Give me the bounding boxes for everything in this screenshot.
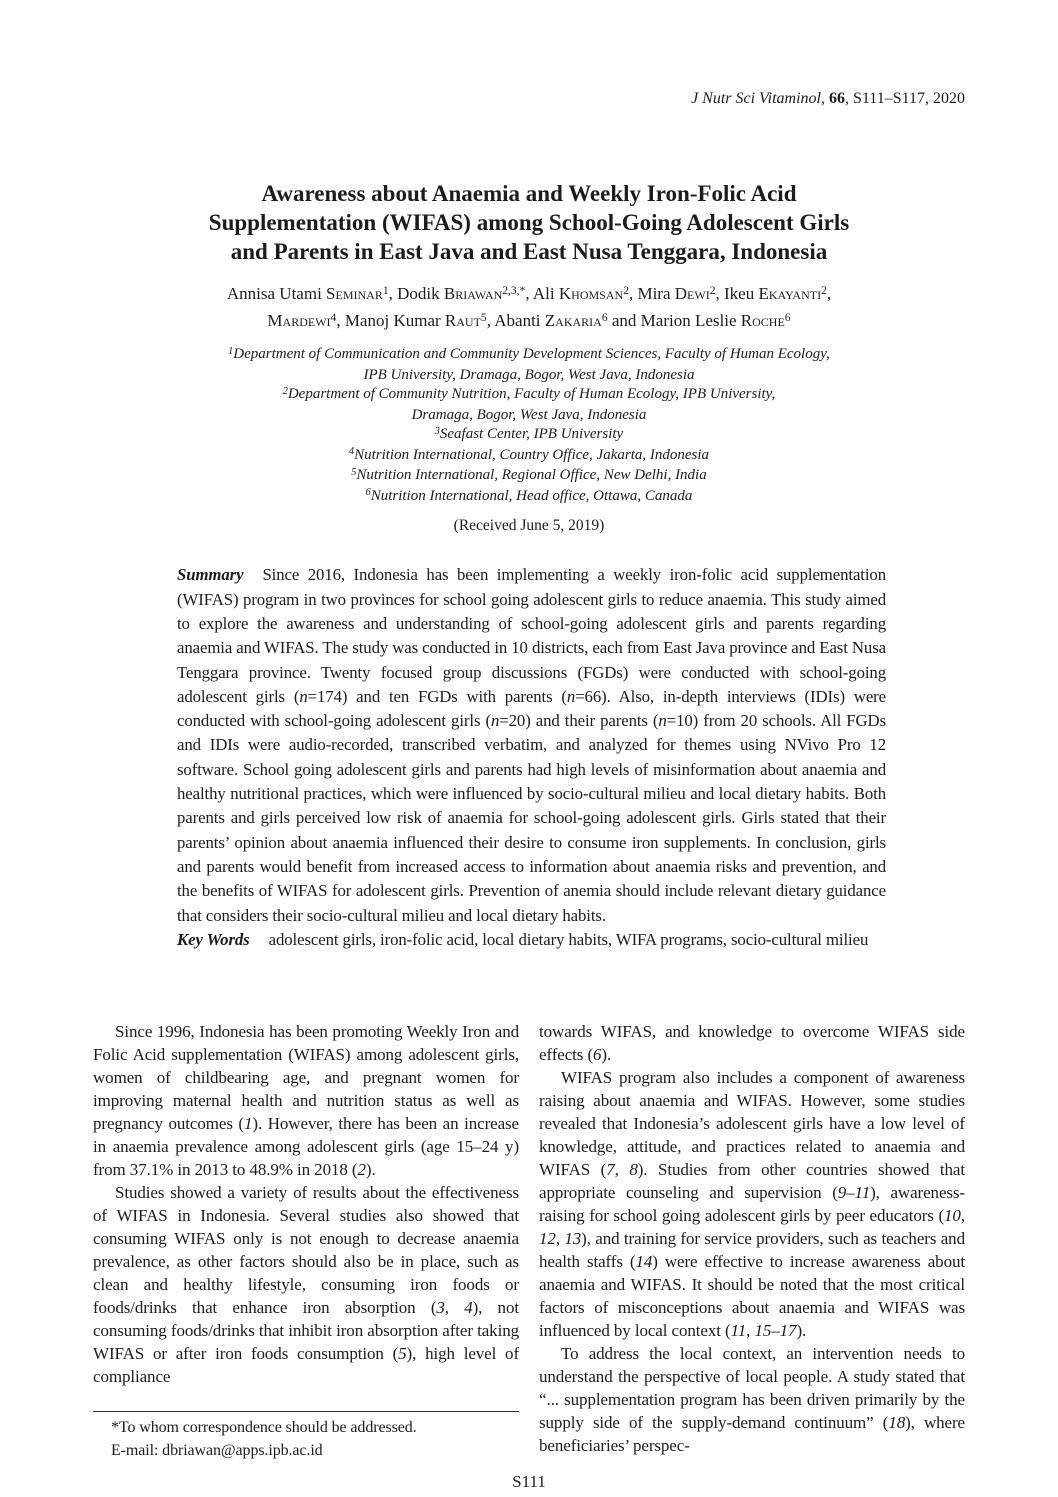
page-number: S111 [512,1472,546,1492]
text-segment: 4 [330,311,337,325]
text-segment: ). Studies from other countries showed that appropriate counseling and supervision ( [539,1160,965,1203]
text-segment: 6 [365,487,371,499]
text-segment: Nutrition International, Regional Office, New Delhi, India [356,467,707,484]
text-segment: towards WIFAS, and knowledge to overcome WIFAS side effects ( [539,1022,965,1065]
text-segment: Key Words [177,929,250,949]
text-segment: ), not consuming foods/drinks that inhibit iron absorption after taking WIFAS or after iron foods consumption ( [93,1298,519,1364]
text-segment: n [566,686,576,706]
text-segment: 6 [784,311,791,325]
text-segment: =174) and ten FGDs with parents ( [307,686,567,706]
text-segment: 10 [944,1206,961,1226]
text-segment: Dewi [674,284,710,304]
received-date: (Received June 5, 2019) [453,517,605,535]
text-segment: 9–11 [837,1183,871,1203]
text-segment: 1 [382,284,389,298]
affiliations [93,345,965,507]
text-segment: 11 [730,1321,747,1341]
text-segment: , [614,1160,630,1180]
text-segment: Nutrition International, Head office, Ottawa, Canada [370,487,693,504]
text-segment: ), and training for service providers, such as teachers and health staffs ( [539,1229,965,1272]
text-segment: Department of Communication and Community Development Sciences, Faculty of Human Ecology, [233,346,830,363]
text-segment: ). [796,1321,807,1341]
title-line-2: Supplementation (WIFAS) among School-Going Adolescent Girls [208,210,850,235]
text-segment: 66 [828,90,845,107]
text-segment: and Marion Leslie [607,311,741,331]
text-segment: Summary [177,565,244,585]
text-segment: adolescent girls, iron-folic acid, local dietary habits, WIFA programs, socio-cultural milieu [268,929,869,949]
body-paragraph [93,1181,519,1388]
left-column [93,1020,519,1466]
body-columns [93,1020,965,1466]
text-segment: 3 [436,1298,445,1318]
correspondence-footnote [93,1411,519,1462]
text-segment: , [746,1321,755,1341]
affiliation-line [93,366,965,386]
text-segment: Ekayanti [758,284,822,304]
text-segment: 5 [351,466,357,478]
text-segment: , Manoj Kumar [336,311,445,331]
text-segment: 6 [593,1045,602,1065]
affiliation-line [93,406,965,426]
text-segment: Mardewi [267,311,331,331]
text-segment: 1 [244,1114,253,1134]
text-segment: Since 1996, Indonesia has been promoting Weekly Iron and Folic Acid supplementation (WIFAS) among adolescent girls, women of childbearing age, and pregnant women for improving maternal health and nutrition status as well as pregnancy outcomes ( [93,1022,519,1134]
authors-line-2 [93,308,965,335]
body-paragraph [539,1020,965,1066]
right-column [539,1020,965,1466]
text-segment: 2 [623,284,629,298]
text-segment: =20) and their parents ( [499,711,659,731]
text-segment: Raut [444,311,481,331]
affiliation-line [93,446,965,467]
text-segment: , Abanti [486,311,545,331]
text-segment: =66). Also, in-depth interviews (IDIs) were conducted with school-going adolescent girls ( [177,686,886,731]
text-segment: , Dodik [388,284,444,304]
text-segment: , [826,284,832,304]
text-segment: =10) from 20 schools. All FGDs and IDIs were audio-recorded, transcribed verbatim, and analyzed for themes using NVivo Pro 12 software. School going adolescent girls and parents had high levels of misinformation about anaemia and healthy nutritional practices, which were influenced by socio-cultural milieu and local dietary habits. Both parents and girls perceived low risk of anaemia for school-going adolescent girls. Girls stated that their parents’ opinion about anaemia influenced their desire to consume iron supplements. In conclusion, girls and parents would benefit from increased access to information about anaemia risks and prevention, and the benefits of WIFAS for adolescent girls. Prevention of anemia should include relevant dietary guidance that considers their socio-cultural milieu and local dietary habits. [177,711,886,925]
text-segment: ) were effective to increase awareness about anaemia and WIFAS. It should be noted that the most critical factors of misconceptions about anaemia and WIFAS was influenced by local context ( [539,1252,965,1341]
text-segment: 7 [606,1160,615,1180]
text-segment: ), high level of compliance [93,1344,520,1387]
affiliation-line [93,466,965,487]
text-segment: 4 [348,446,355,458]
text-segment: 18 [888,1413,906,1433]
author-list [93,281,965,335]
text-segment: Nutrition International, Country Office, Jakarta, Indonesia [354,446,710,463]
text-segment: , S111–S117, 2020 [844,90,965,107]
title-line-1: Awareness about Anaemia and Weekly Iron-Folic Acid [261,181,797,206]
text-segment: ), where beneficiaries’ perspec- [539,1413,966,1456]
text-segment: Roche [740,311,785,331]
text-segment: Department of Community Nutrition, Faculty of Human Ecology, IPB University, [287,386,776,403]
text-segment: n [658,711,667,731]
body-paragraph [539,1342,965,1457]
text-segment: J Nutr Sci Vitaminol [691,90,821,107]
text-segment: 13 [564,1229,582,1249]
summary-paragraph [177,563,886,927]
affiliation-line [93,385,965,406]
text-segment: WIFAS program also includes a component of awareness raising about anaemia and WIFAS. However, some studies revealed that Indonesia’s adolescent girls have a low level of knowledge, attitude, and practices related to anaemia and WIFAS ( [539,1068,965,1180]
text-segment: 8 [629,1160,638,1180]
abstract [177,563,886,976]
text-segment: Briawan [443,284,503,304]
text-segment: , Ali [525,284,559,304]
text-segment: 3 [434,425,440,437]
text-segment: , Ikeu [715,284,759,304]
text-segment: 2 [357,1160,366,1180]
text-segment: ). [601,1045,612,1065]
journal-header [93,88,965,109]
affiliation-line [93,425,965,446]
text-segment: Dramaga, Bogor, West Java, Indonesia [411,406,647,423]
text-segment: Studies showed a variety of results about the effectiveness of WIFAS in Indonesia. Several studies also showed that consuming WIFAS only is not enough to decrease anaemia prevalence, as other factors should also be in place, such as clean and healthy lifestyle, consuming iron foods or foods/drinks that enhance iron absorption ( [93,1183,519,1318]
text-segment: 1 [228,345,234,357]
title-line-3: and Parents in East Java and East Nusa Tenggara, Indonesia [230,239,828,264]
text-segment: Khomsan [558,284,624,304]
footnote-rule [93,1411,519,1412]
text-segment: 5 [398,1344,407,1364]
text-segment: , [444,1298,465,1318]
text-segment: , Mira [628,284,675,304]
affiliation-line [93,345,965,366]
text-segment: Annisa Utami [226,284,327,304]
text-segment: 2 [282,385,288,397]
paper-title [93,179,965,266]
text-segment: n [490,711,500,731]
text-segment: 2 [821,284,827,298]
body-paragraph [93,1020,519,1181]
affiliation-line [93,487,965,508]
footnote-email-line: E-mail: dbriawan@apps.ipb.ac.id [111,1441,323,1459]
text-segment: 14 [635,1252,653,1272]
text-segment: To address the local context, an intervention needs to understand the perspective of local people. A study stated that “... supplementation program has been driven primarily by the supply side of the supply-demand continuum” ( [539,1344,965,1433]
text-segment: IPB University, Dramaga, Bogor, West Java, Indonesia [363,366,695,383]
text-segment: ), awareness-raising for school going adolescent girls by peer educators ( [539,1183,965,1226]
text-segment: Seafast Center, IPB University [439,426,624,443]
keywords-paragraph [177,928,886,952]
text-segment: ). [365,1160,376,1180]
text-segment: Since 2016, Indonesia has been implementing a weekly iron-folic acid supplementation (WIFAS) program in two provinces for school going adolescent girls to reduce anaemia. This study aimed to explore the awareness and understanding of school-going adolescent girls and parents regarding anaemia and WIFAS. The study was conducted in 10 districts, each from East Java province and East Nusa Tenggara province. Twenty focused group discussions (FGDs) were conducted with school-going adolescent girls ( [177,565,886,706]
body-paragraph [539,1066,965,1342]
text-segment: 5 [480,311,487,325]
text-segment: Zakaria [544,311,602,331]
text-segment: ). However, there has been an increase in anaemia prevalence among adolescent girls (age 15–24 y) from 37.1% in 2013 to 48.9% in 2018 ( [93,1114,519,1180]
text-segment: 4 [464,1298,473,1318]
text-segment: , [555,1229,565,1249]
text-segment: 6 [601,311,608,325]
text-segment: n [299,686,308,706]
footnote-correspondence-line: *To whom correspondence should be addressed. [111,1419,417,1437]
text-segment: 15–17 [754,1321,797,1341]
authors-line-1 [93,281,965,308]
text-segment: 12 [539,1229,556,1249]
text-segment: , [820,90,829,107]
text-segment: 2 [709,284,716,298]
text-segment: Seminar [326,284,383,304]
text-segment: 2,3,* [502,284,526,298]
text-segment: , [960,1206,965,1226]
